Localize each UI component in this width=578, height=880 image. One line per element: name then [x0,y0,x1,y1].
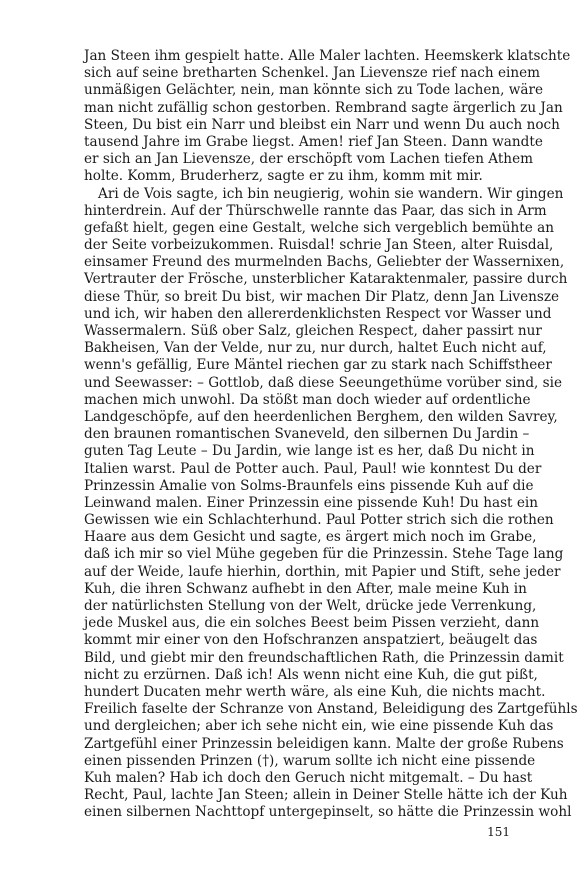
text-line: holte. Komm, Bruderherz, sagte er zu ihm, komm mit mir. [84,168,483,185]
text-line: Kuh malen? Hab ich doch den Geruch nicht mitgemalt. – Du hast [84,769,533,786]
text-line: Jan Steen ihm gespielt hatte. Alle Maler lachten. Heemskerk klatschte [84,48,571,64]
text-line: gefaßt hielt, gegen eine Gestalt, welche sich vergeblich bemühte an [84,219,554,236]
body-text [84,48,578,821]
text-line: einsamer Freund des murmelnden Bachs, Geliebter der Wassernixen, [84,254,565,271]
text-line: der Seite vorbeizukommen. Ruisdal! schrie Jan Steen, alter Ruisdal, [84,237,554,254]
text-line: machen mich unwohl. Da stößt man doch wieder auf ordentliche [84,391,531,408]
text-line: nicht zu erzürnen. Daß ich! Als wenn nicht eine Kuh, die gut pißt, [84,666,538,683]
text-line: guten Tag Leute – Du Jardin, wie lange ist es her, daß Du nicht in [84,443,535,460]
text-line: man nicht zufällig schon gestorben. Rembrand sagte ärgerlich zu Jan [84,99,563,116]
text-line: Recht, Paul, lachte Jan Steen; allein in Deiner Stelle hätte ich der Kuh [84,787,568,804]
text-line: und Seewasser: – Gottlob, daß diese Seeungethüme vorüber sind, sie [84,374,563,391]
text-line: kommt mir einer von den Hofschranzen anspatziert, beäugelt das [84,632,538,649]
text-line: hinterdrein. Auf der Thürschwelle rannte das Paar, das sich in Arm [84,202,547,219]
text-line: unmäßigen Gelächter, nein, man könnte sich zu Tode lachen, wäre [84,82,544,99]
text-line: Kuh, die ihren Schwanz aufhebt in den After, male meine Kuh in [84,580,527,597]
text-line: Italien warst. Paul de Potter auch. Paul, Paul! wie konntest Du der [84,460,542,477]
text-line: und ich, wir haben den allererdenklichsten Respect vor Wasser und [84,305,552,322]
text-line: tausend Jahre im Grabe liegst. Amen! rief Jan Steen. Dann wandte [84,133,543,150]
text-line: sich auf seine bretharten Schenkel. Jan Lievensze rief nach einem [84,65,541,82]
paragraph [84,185,578,822]
text-line: er sich an Jan Lievensze, der erschöpft vom Lachen tiefen Athem [84,151,533,168]
text-line: einen silbernen Nachttopf untergepinselt, so hätte die Prinzessin wohl [84,804,572,821]
text-line: Steen, Du bist ein Narr und bleibst ein Narr und wenn Du auch noch [84,116,560,133]
text-line: der natürlichsten Stellung von der Welt, drücke jede Verrenkung, [84,598,537,614]
text-line: Haare aus dem Gesicht und sagte, es ärgert mich noch im Grabe, [84,529,537,546]
text-line: auf der Weide, laufe hierhin, dorthin, mit Papier und Stift, sehe jeder [84,563,561,580]
text-line: Leinwand malen. Einer Prinzessin eine pissende Kuh! Du hast ein [84,494,538,511]
text-line: Gewissen wie ein Schlachterhund. Paul Potter strich sich die rothen [84,512,554,529]
text-line: Ari de Vois sagte, ich bin neugierig, wohin sie wandern. Wir gingen [98,185,564,202]
text-line: Wassermalern. Süß ober Salz, gleichen Respect, daher passirt nur [84,323,542,339]
text-line: hundert Ducaten mehr werth wäre, als eine Kuh, die nichts macht. [84,683,546,700]
text-line: daß ich mir so viel Mühe gegeben für die Prinzessin. Stehe Tage lang [84,546,564,563]
page-number: 151 [487,825,510,839]
text-line: Prinzessin Amalie von Solms-Braunfels eins pissende Kuh auf die [84,477,534,494]
text-line: diese Thür, so breit Du bist, wir machen Dir Platz, denn Jan Livensze [84,288,560,305]
text-line: Vertrauter der Frösche, unsterblicher Kataraktenmaler, passire durch [84,271,568,288]
text-line: und dergleichen; aber ich sehe nicht ein, wie eine pissende Kuh das [84,718,554,735]
text-line: jede Muskel aus, die ein solches Beest beim Pissen verzieht, dann [84,615,540,632]
text-line: Freilich faselte der Schranze von Anstand, Beleidigung des Zartgefühls [84,701,578,718]
text-line: wenn's gefällig, Eure Mäntel riechen gar zu stark nach Schiffstheer [84,357,552,374]
paragraph [84,48,571,186]
text-line: Bild, und giebt mir den freundschaftlichen Rath, die Prinzessin damit [84,649,564,666]
text-line: Zartgefühl einer Prinzessin beleidigen kann. Malte der große Rubens [84,735,564,752]
text-line: Landgeschöpfe, auf den heerdenlichen Berghem, den wilden Savrey, [84,408,558,425]
text-line: Bakheisen, Van der Velde, nur zu, nur durch, haltet Euch nicht auf, [84,340,547,357]
text-line: einen pissenden Prinzen (†), warum sollte ich nicht eine pissende [84,752,536,769]
text-line: den braunen romantischen Svaneveld, den silbernen Du Jardin – [84,426,530,443]
